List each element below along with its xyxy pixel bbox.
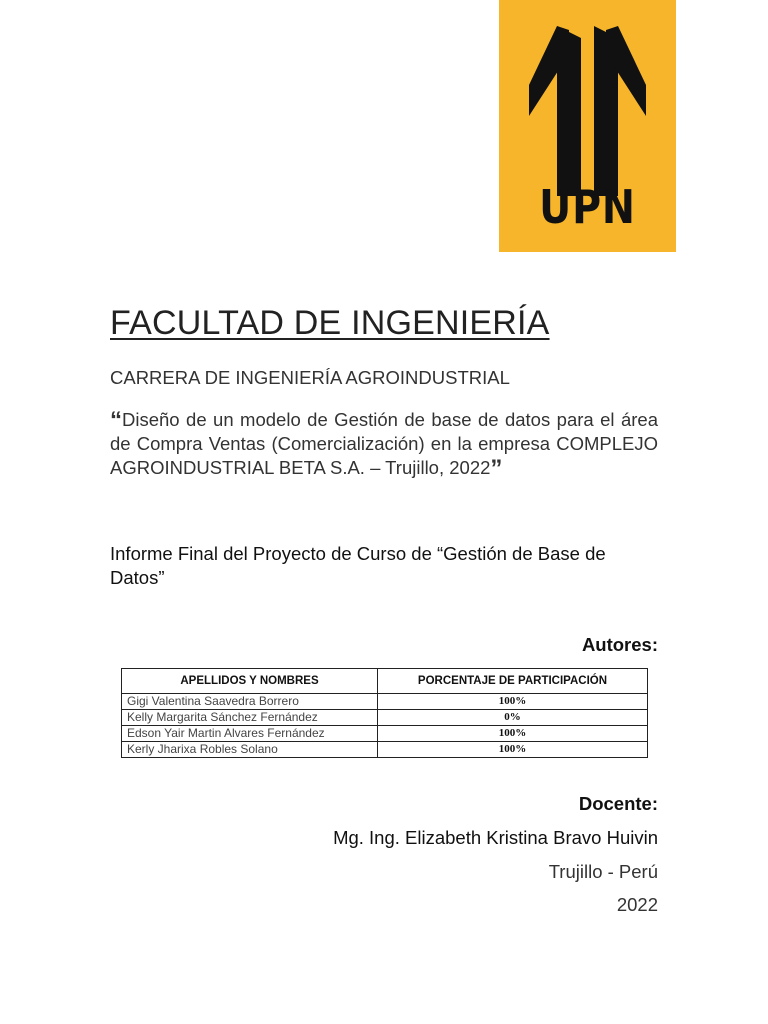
- table-row: [122, 694, 648, 710]
- authors-label: Autores:: [581, 634, 658, 655]
- close-quote: ”: [490, 455, 503, 482]
- report-description: Informe Final del Proyecto de Curso de “Gestión de Base de Datos”: [110, 543, 606, 588]
- column-header-names: APELLIDOS Y NOMBRES: [122, 669, 378, 694]
- author-percentage: 100%: [378, 726, 648, 742]
- author-name: Kerly Jharixa Robles Solano: [122, 742, 378, 758]
- author-name: Kelly Margarita Sánchez Fernández: [122, 710, 378, 726]
- faculty-title: FACULTAD DE INGENIERÍA: [110, 304, 550, 342]
- author-percentage: 100%: [378, 694, 648, 710]
- author-percentage: 0%: [378, 710, 648, 726]
- open-quote: “: [110, 407, 122, 434]
- project-title-text: Diseño de un modelo de Gestión de base de datos para el área de Compra Ventas (Comercialización) en la empresa COMPLEJO AGROINDUSTRIAL BETA S.A. – Trujillo, 2022: [110, 409, 658, 478]
- author-percentage: 100%: [378, 742, 648, 758]
- author-name: Edson Yair Martin Alvares Fernández: [122, 726, 378, 742]
- upn-logo: [499, 0, 676, 252]
- career-title: CARRERA DE INGENIERÍA AGROINDUSTRIAL: [110, 367, 510, 388]
- column-header-percentage: PORCENTAJE DE PARTICIPACIÓN: [378, 669, 648, 694]
- city-country: Trujillo - Perú: [548, 861, 658, 882]
- teacher-name: Mg. Ing. Elizabeth Kristina Bravo Huivin: [333, 827, 658, 848]
- authors-table: [121, 668, 648, 758]
- table-row: [122, 710, 648, 726]
- project-title: [110, 408, 658, 480]
- author-name: Gigi Valentina Saavedra Borrero: [122, 694, 378, 710]
- table-row: [122, 742, 648, 758]
- logo-text: UPN: [539, 180, 636, 234]
- teacher-label: Docente:: [578, 793, 658, 814]
- table-row: [122, 726, 648, 742]
- year: 2022: [616, 894, 658, 915]
- table-header-row: [122, 669, 648, 694]
